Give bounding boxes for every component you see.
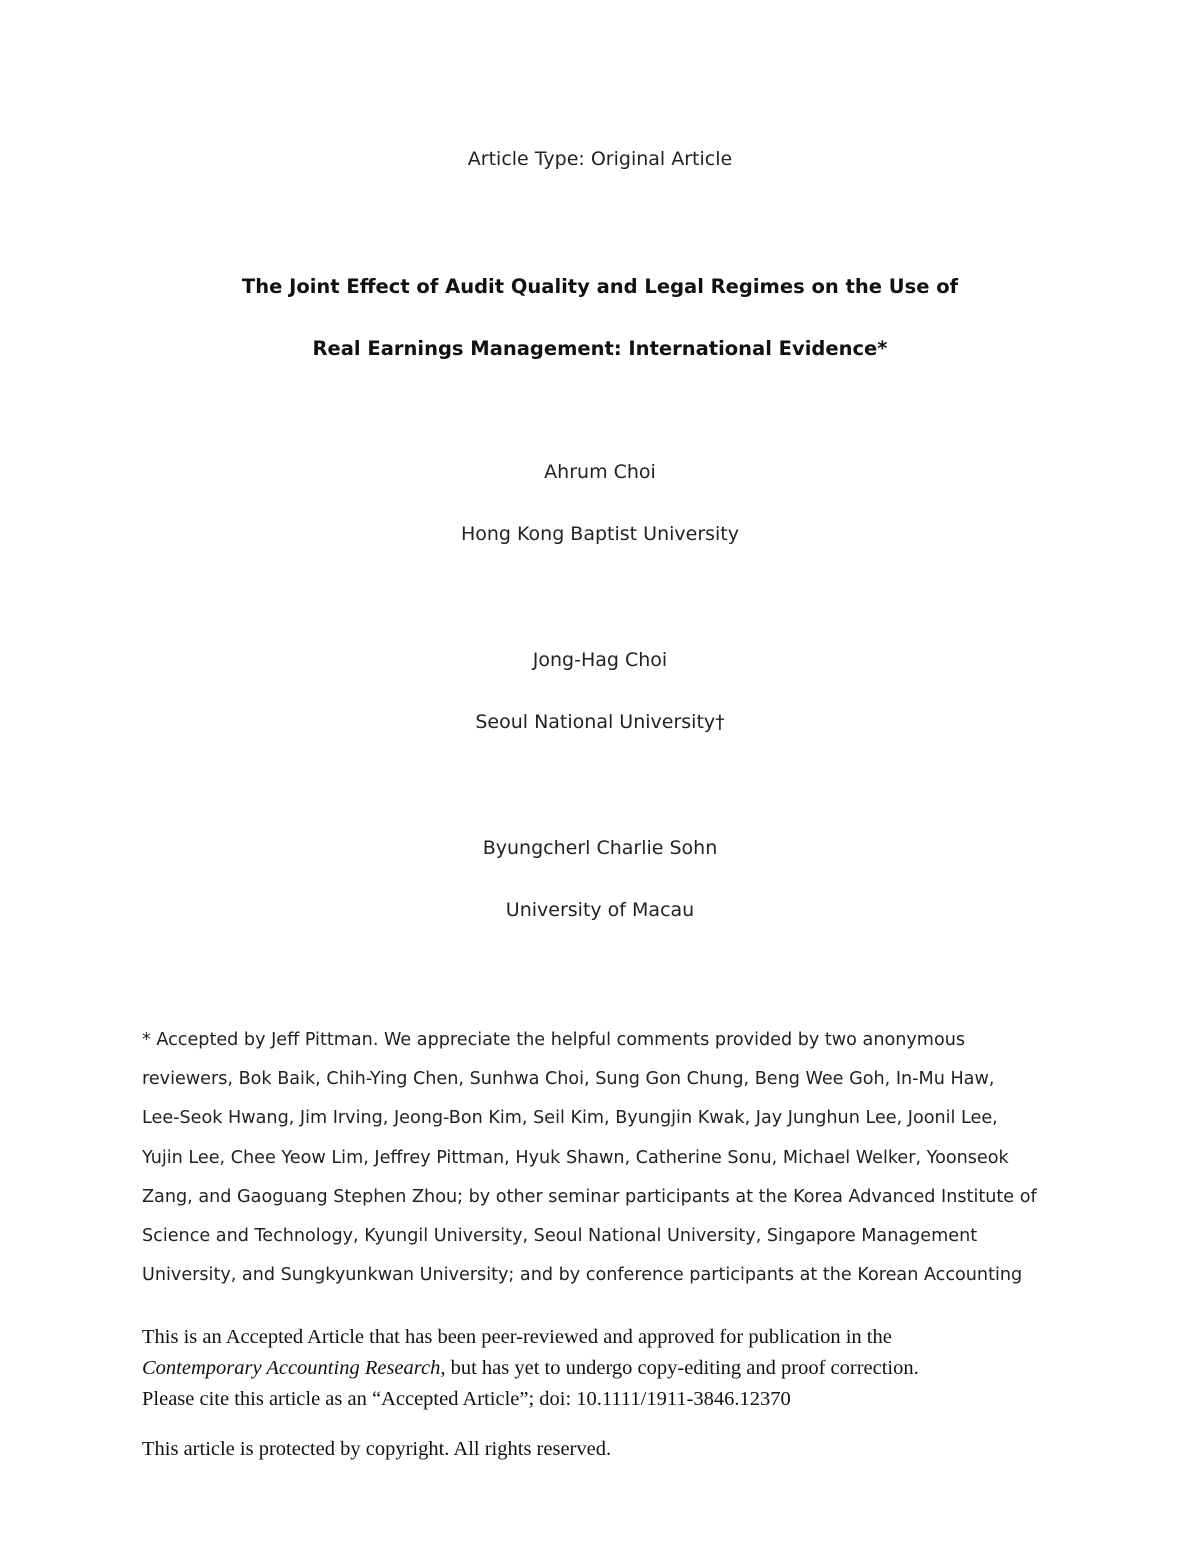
journal-name: Contemporary Accounting Research bbox=[142, 1357, 441, 1379]
notice-line: This is an Accepted Article that has been peer-reviewed and approved for publication in the bbox=[142, 1326, 892, 1348]
article-type: Article Type: Original Article bbox=[467, 148, 733, 170]
notice-text: , but has yet to undergo copy-editing and proof correction. bbox=[440, 1357, 919, 1379]
footnote-line: Yujin Lee, Chee Yeow Lim, Jeffrey Pittman, Hyuk Shawn, Catherine Sonu, Michael Welker, Yoonseok bbox=[142, 1147, 1009, 1168]
author-affiliation: University of Macau bbox=[505, 899, 695, 921]
copyright-notice: This article is protected by copyright. All rights reserved. bbox=[142, 1438, 612, 1460]
citation-doi-line: Please cite this article as an “Accepted Article”; doi: 10.1111/1911-3846.12370 bbox=[142, 1388, 791, 1410]
footnote-line: Lee-Seok Hwang, Jim Irving, Jeong-Bon Kim, Seil Kim, Byungjin Kwak, Jay Junghun Lee, Joonil Lee, bbox=[142, 1108, 998, 1129]
author-name: Jong-Hag Choi bbox=[532, 649, 668, 671]
acknowledgement-footnote bbox=[142, 1021, 1072, 1295]
footnote-line: reviewers, Bok Baik, Chih-Ying Chen, Sunhwa Choi, Sung Gon Chung, Beng Wee Goh, In-Mu Haw, bbox=[142, 1069, 995, 1090]
author-name: Byungcherl Charlie Sohn bbox=[482, 837, 718, 859]
paper-title-line-1: The Joint Effect of Audit Quality and Legal Regimes on the Use of bbox=[241, 275, 959, 298]
author-name: Ahrum Choi bbox=[544, 461, 656, 483]
author-affiliation: Seoul National University† bbox=[475, 711, 725, 733]
paper-title-line-2: Real Earnings Management: International Evidence* bbox=[312, 337, 888, 360]
footnote-line: Science and Technology, Kyungil University, Seoul National University, Singapore Management bbox=[142, 1226, 978, 1247]
accepted-article-notice bbox=[142, 1322, 1092, 1415]
footnote-line: University, and Sungkyunkwan University; and by conference participants at the Korean Accounting bbox=[142, 1265, 1023, 1286]
footnote-line: * Accepted by Jeff Pittman. We appreciate the helpful comments provided by two anonymous bbox=[142, 1030, 966, 1050]
author-affiliation: Hong Kong Baptist University bbox=[460, 523, 740, 545]
footnote-line: Zang, and Gaoguang Stephen Zhou; by other seminar participants at the Korea Advanced Institute of bbox=[142, 1186, 1037, 1207]
notice-line bbox=[142, 1353, 1092, 1384]
